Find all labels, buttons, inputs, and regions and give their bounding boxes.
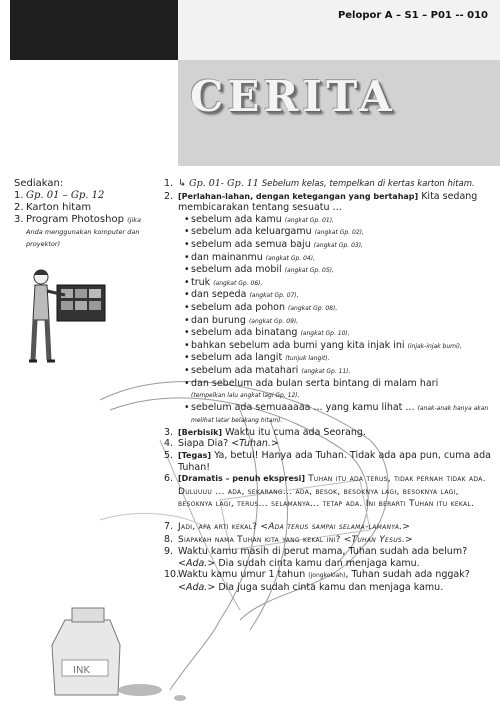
stage-cue: [Tegas] [178, 451, 212, 461]
list-item: • sebelum ada semua baju (angkat Gp. 03), [184, 238, 363, 250]
header-band [178, 0, 500, 60]
step-item: 1. ↳ Gp. 01- Gp. 11 Sebelum kelas, tempelkan di kertas karton hitam. [164, 178, 475, 189]
left-white-strip [10, 60, 178, 166]
ink-bottle-icon [52, 608, 120, 695]
expected-answer: <Ada.> [178, 557, 216, 569]
step-item: 2. [Perlahan-lahan, dengan ketegangan yang bertahap] Kita sedang membicarakan tentang sesuatu … • sebelum ada kamu (angkat Gp. 01), • sebelum ada keluargamu (angkat Gp. 02), • sebelum ada semua baju (angkat Gp. 03), • dan mainanmu (angkat Gp. 04), • sebelum ada mobil (angkat Gp. 05), • truk (angkat Gp. 06), • dan sepeda (angkat Gp. 07), • sebelum ada pohon (angkat Gp. 08), • dan burung (angkat Gp. 09), • sebelum ada binatang (angkat Gp. 10), • bahkan sebelum ada bumi yang kita injak ini (injak-injak bumi), • sebelum ada langit (tunjuk langit), • sebelum ada matahari (angkat Gp. 11), • dan sebelum ada bulan serta bintang di malam hari (tempelkan lalu angkat lagi Gp. 12), • sebelum ada semuaaaaa ... yang kamu lihat ... (anak-anak hanya akan melihat latar belakang hitam). [164, 191, 494, 427]
step-item: 4. Siapa Dia? <Tuhan.> [164, 438, 279, 450]
list-item: • dan sepeda (angkat Gp. 07), [184, 289, 299, 301]
materials-heading: Sediakan: [14, 178, 64, 189]
expected-answer: <Ada.> [178, 582, 216, 593]
step-item: 9. Waktu kamu masih di perut mama, Tuhan sudah ada belum? <Ada.> Dia sudah cinta kamu dan menjaga kamu. [164, 546, 468, 569]
black-header-block [10, 0, 178, 60]
expected-answer: <Ada terus sampai selama-lamanya.> [260, 522, 411, 533]
list-item: • sebelum ada mobil (angkat Gp. 05), [184, 264, 334, 276]
story-content [164, 178, 494, 594]
step-item: 10. Waktu kamu umur 1 tahun (jongkoklah), Tuhan sudah ada nggak? <Ada.> Dia juga sudah cinta kamu dan menjaga kamu. [164, 569, 470, 593]
materials-item: 3. Program Photoshop (jika Anda menggunakan komputer dan proyektor) [14, 214, 142, 248]
stage-cue: [Dramatis – penuh ekspresi] [178, 474, 306, 484]
step-item: 8. Siapakah nama Tuhan kita yang kekal ini? <Tuhan Yesus.> [164, 533, 413, 545]
list-item: • sebelum ada keluargamu (angkat Gp. 02), [184, 226, 364, 238]
before-list [184, 214, 494, 427]
list-item: • sebelum ada matahari (angkat Gp. 11), [184, 364, 351, 376]
list-item: • dan sebelum ada bulan serta bintang di malam hari (tempelkan lalu angkat lagi Gp. 12), [184, 377, 439, 400]
list-item: • sebelum ada pohon (angkat Gp. 08), [184, 301, 338, 313]
materials-item: 2. Karton hitam [14, 202, 92, 213]
list-item: • sebelum ada binatang (angkat Gp. 10), [184, 327, 350, 339]
step-item: 6. [Dramatis – penuh ekspresi] Tuhan itu ada terus, tidak pernah tidak ada. Duluuuu ... ada, sekarang... ada, besok, besoknya lagi, besoknya lagi, besoknya lagi, terus... selamanya... tetap ada. Ini berarti Tuhan itu kekal. [164, 473, 486, 510]
arrow-icon: ↳ [178, 178, 186, 189]
expected-answer: <Tuhan Yesus.> [343, 534, 413, 545]
page-title: CERITA [190, 72, 396, 121]
step-item: 3. [Berbisik] Waktu itu cuma ada Seorang. [164, 426, 366, 438]
materials-note: (jika Anda menggunakan komputer dan proyektor) [26, 216, 142, 248]
list-item: • sebelum ada langit (tunjuk langit), [184, 352, 330, 364]
ink-label: INK [73, 665, 90, 676]
list-item: • sebelum ada semuaaaaa ... yang kamu lihat ... (anak-anak hanya akan melihat latar belakang hitam). [184, 401, 489, 425]
teacher-pointing-illustration [25, 265, 115, 370]
stage-cue: [Berbisik] [178, 427, 223, 437]
materials-item: 1. Gp. 01 – Gp. 12 [14, 190, 105, 201]
materials-sidebar [14, 178, 154, 250]
list-item: • dan mainanmu (angkat Gp. 04), [184, 251, 315, 263]
page-code: Pelopor A – S1 – P01 -- 010 [337, 10, 488, 21]
list-item: • sebelum ada kamu (angkat Gp. 01), [184, 213, 334, 225]
step-item: 7. Jadi, apa arti kekal? <Ada terus sampai selama-lamanya.> [164, 521, 411, 533]
list-item: • dan burung (angkat Gp. 09), [184, 314, 299, 326]
stage-cue: [Perlahan-lahan, dengan ketegangan yang bertahap] [178, 191, 419, 201]
list-item: • truk (angkat Gp. 06), [184, 276, 263, 288]
expected-answer: <Tuhan.> [231, 438, 279, 450]
list-item: • bahkan sebelum ada bumi yang kita injak ini (injak-injak bumi), [184, 339, 462, 351]
step-item: 5. [Tegas] Ya, betul! Hanya ada Tuhan. Tidak ada apa pun, cuma ada Tuhan! [164, 450, 491, 473]
